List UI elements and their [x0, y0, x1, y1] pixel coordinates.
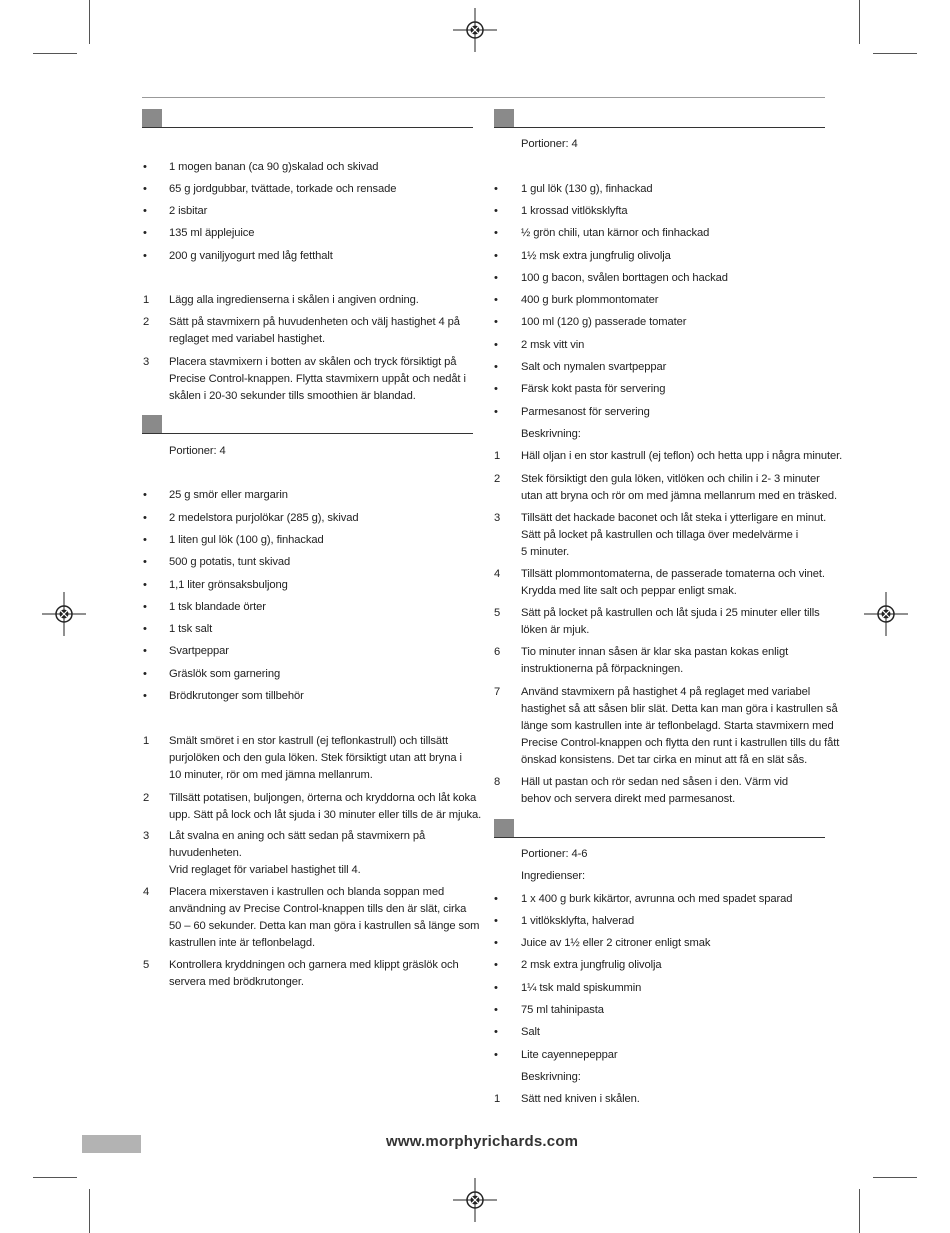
step-text: hastighet så att såsen blir slät. Detta kan man göra i kastrullen så: [521, 703, 838, 715]
bullet-icon: •: [494, 1004, 498, 1016]
section-marker-hummus: [494, 819, 514, 837]
step-text: 5 minuter.: [521, 546, 570, 558]
ingredients-label: Ingredienser:: [521, 870, 586, 882]
ingredient-item: 75 ml tahinipasta: [521, 1004, 604, 1016]
step-number: 5: [494, 607, 501, 619]
step-text: Sätt på locket på kastrullen och tillaga över medelvärme i: [521, 529, 799, 541]
step-number: 1: [143, 294, 150, 306]
step-text: servera med brödkrutonger.: [169, 976, 304, 988]
bullet-icon: •: [143, 512, 147, 524]
ingredient-item: 2 msk vitt vin: [521, 339, 585, 351]
crop-mark: [89, 0, 90, 44]
bullet-icon: •: [494, 250, 498, 262]
ingredient-item: Salt: [521, 1026, 540, 1038]
ingredient-item: 1,1 liter grönsaksbuljong: [169, 579, 288, 591]
step-text: reglaget med variabel hastighet.: [169, 333, 326, 345]
step-number: 1: [494, 450, 501, 462]
step-number: 2: [494, 473, 501, 485]
step-number: 2: [143, 316, 150, 328]
bullet-icon: •: [494, 1049, 498, 1061]
step-text: Använd stavmixern på hastighet 4 på reglaget med variabel: [521, 686, 811, 698]
step-text: Låt svalna en aning och sätt sedan på stavmixern på: [169, 830, 426, 842]
step-number: 3: [143, 830, 150, 842]
step-text: Vrid reglaget för variabel hastighet till 4.: [169, 864, 361, 876]
bullet-icon: •: [494, 982, 498, 994]
ingredient-item: Parmesanost för servering: [521, 406, 650, 418]
step-number: 2: [143, 792, 150, 804]
crop-mark: [859, 0, 860, 44]
step-number: 3: [143, 356, 150, 368]
step-number: 5: [143, 959, 150, 971]
ingredient-item: Lite cayennepeppar: [521, 1049, 618, 1061]
step-text: Precise Control-knappen. Flytta stavmixern uppåt och nedåt i: [169, 373, 466, 385]
bullet-icon: •: [143, 579, 147, 591]
step-text: Sätt på stavmixern på huvudenheten och välj hastighet 4 på: [169, 316, 460, 328]
step-text: Smält smöret i en stor kastrull (ej teflonkastrull) och tillsätt: [169, 735, 448, 747]
step-text: 10 minuter, rör om med jämna mellanrum.: [169, 769, 373, 781]
step-text: Sätt ned kniven i skålen.: [521, 1093, 640, 1105]
portions: Portioner: 4: [521, 138, 578, 150]
ingredient-item: 25 g smör eller margarin: [169, 489, 288, 501]
bullet-icon: •: [494, 316, 498, 328]
step-number: 4: [494, 568, 501, 580]
ingredient-item: 2 isbitar: [169, 205, 208, 217]
step-text: Sätt på locket på kastrullen och låt sjuda i 25 minuter eller tills: [521, 607, 820, 619]
step-text: användning av Precise Control-knappen tills den är slät, cirka: [169, 903, 467, 915]
ingredient-item: 100 ml (120 g) passerade tomater: [521, 316, 687, 328]
crop-mark: [89, 1189, 90, 1233]
step-text: Placera stavmixern i botten av skålen och tryck försiktigt på: [169, 356, 457, 368]
bullet-icon: •: [494, 272, 498, 284]
page-number-box: [82, 1135, 141, 1153]
bullet-icon: •: [494, 339, 498, 351]
step-text: Krydda med lite salt och peppar enligt smak.: [521, 585, 737, 597]
crop-mark: [873, 1177, 917, 1178]
ingredient-item: 1 tsk blandade örter: [169, 601, 266, 613]
ingredient-item: 100 g bacon, svålen borttagen och hackad: [521, 272, 728, 284]
ingredient-item: 2 msk extra jungfrulig olivolja: [521, 959, 662, 971]
bullet-icon: •: [494, 915, 498, 927]
step-text: upp. Sätt på lock och låt sjuda i 30 minuter eller tills de är mjuka.: [169, 809, 482, 821]
step-text: Tillsätt det hackade baconet och låt steka i ytterligare en minut.: [521, 512, 827, 524]
step-text: Tio minuter innan såsen är klar ska pastan kokas enligt: [521, 646, 789, 658]
ingredient-item: 1 tsk salt: [169, 623, 213, 635]
bullet-icon: •: [494, 361, 498, 373]
step-number: 1: [494, 1093, 501, 1105]
ingredient-item: 65 g jordgubbar, tvättade, torkade och rensade: [169, 183, 397, 195]
step-text: purjolöken och den gula löken. Stek försiktigt utan att bryna i: [169, 752, 462, 764]
section-marker-smoothie: [142, 109, 162, 127]
step-text: instruktionerna på förpackningen.: [521, 663, 684, 675]
bullet-icon: •: [143, 534, 147, 546]
bullet-icon: •: [143, 668, 147, 680]
bullet-icon: •: [143, 161, 147, 173]
crop-mark: [859, 1189, 860, 1233]
crop-mark: [33, 1177, 77, 1178]
bullet-icon: •: [143, 183, 147, 195]
bullet-icon: •: [494, 893, 498, 905]
section-marker-pasta: [494, 109, 514, 127]
step-text: löken är mjuk.: [521, 624, 590, 636]
section-marker-soup: [142, 415, 162, 433]
ingredient-item: Färsk kokt pasta för servering: [521, 383, 666, 395]
section-rule-hummus: [494, 837, 825, 838]
crop-mark: [873, 53, 917, 54]
ingredient-item: 1½ msk extra jungfrulig olivolja: [521, 250, 671, 262]
step-text: utan att bryna och rör om med jämna mellanrum med en träsked.: [521, 490, 838, 502]
registration-mark-icon: [864, 592, 908, 636]
portions: Portioner: 4: [169, 445, 226, 457]
description-label: Beskrivning:: [521, 428, 581, 440]
step-text: Tillsätt potatisen, buljongen, örterna och kryddorna och låt koka: [169, 792, 477, 804]
bullet-icon: •: [143, 556, 147, 568]
ingredient-item: 1 x 400 g burk kikärtor, avrunna och med spadet sparad: [521, 893, 793, 905]
step-number: 1: [143, 735, 150, 747]
ingredient-item: 1 liten gul lök (100 g), finhackad: [169, 534, 324, 546]
step-number: 7: [494, 686, 501, 698]
top-rule: [142, 97, 825, 98]
ingredient-item: 1 gul lök (130 g), finhackad: [521, 183, 653, 195]
bullet-icon: •: [143, 205, 147, 217]
ingredient-item: Juice av 1½ eller 2 citroner enligt smak: [521, 937, 711, 949]
step-number: 4: [143, 886, 150, 898]
step-text: önskad konsistens. Det tar cirka en minut att få en slät sås.: [521, 754, 808, 766]
step-number: 6: [494, 646, 501, 658]
bullet-icon: •: [143, 601, 147, 613]
step-text: Häll ut pastan och rör sedan ned såsen i den. Värm vid: [521, 776, 788, 788]
bullet-icon: •: [494, 205, 498, 217]
step-text: Lägg alla ingredienserna i skålen i angiven ordning.: [169, 294, 419, 306]
step-text: Placera mixerstaven i kastrullen och blanda soppan med: [169, 886, 445, 898]
registration-mark-icon: [453, 1178, 497, 1222]
step-text: kastrullen inte är teflonbelagd.: [169, 937, 316, 949]
ingredient-item: Brödkrutonger som tillbehör: [169, 690, 304, 702]
ingredient-item: Svartpeppar: [169, 645, 229, 657]
ingredient-item: 1 krossad vitlöksklyfta: [521, 205, 628, 217]
bullet-icon: •: [494, 406, 498, 418]
step-text: länge som kastrullen inte är teflonbelagd. Starta stavmixern med: [521, 720, 834, 732]
ingredient-item: 1 mogen banan (ca 90 g)skalad och skivad: [169, 161, 379, 173]
description-label: Beskrivning:: [521, 1071, 581, 1083]
bullet-icon: •: [494, 959, 498, 971]
section-rule-pasta: [494, 127, 825, 128]
step-text: skålen i 20-30 sekunder tills smoothien är blandad.: [169, 390, 416, 402]
ingredient-item: 2 medelstora purjolökar (285 g), skivad: [169, 512, 359, 524]
section-rule-soup: [142, 433, 473, 434]
footer-url: www.morphyrichards.com: [386, 1133, 579, 1150]
crop-mark: [33, 53, 77, 54]
step-text: Precise Control-knappen och flytta den runt i kastrullen tills du fått: [521, 737, 840, 749]
ingredient-item: 200 g vaniljyogurt med låg fetthalt: [169, 250, 333, 262]
ingredient-item: 135 ml äpplejuice: [169, 227, 255, 239]
ingredient-item: ½ grön chili, utan kärnor och finhackad: [521, 227, 710, 239]
registration-mark-icon: [42, 592, 86, 636]
step-text: behov och servera direkt med parmesanost.: [521, 793, 736, 805]
step-text: Stek försiktigt den gula löken, vitlöken och chilin i 2- 3 minuter: [521, 473, 820, 485]
bullet-icon: •: [143, 227, 147, 239]
portions: Portioner: 4-6: [521, 848, 588, 860]
bullet-icon: •: [494, 294, 498, 306]
ingredient-item: Gräslök som garnering: [169, 668, 281, 680]
ingredient-item: 1¼ tsk mald spiskummin: [521, 982, 642, 994]
bullet-icon: •: [494, 183, 498, 195]
bullet-icon: •: [143, 489, 147, 501]
bullet-icon: •: [143, 250, 147, 262]
step-text: Kontrollera kryddningen och garnera med klippt gräslök och: [169, 959, 459, 971]
ingredient-item: 1 vitlöksklyfta, halverad: [521, 915, 635, 927]
bullet-icon: •: [494, 1026, 498, 1038]
bullet-icon: •: [494, 227, 498, 239]
registration-mark-icon: [453, 8, 497, 52]
step-number: 8: [494, 776, 501, 788]
bullet-icon: •: [143, 623, 147, 635]
step-number: 3: [494, 512, 501, 524]
bullet-icon: •: [143, 645, 147, 657]
bullet-icon: •: [494, 383, 498, 395]
step-text: 50 – 60 sekunder. Detta kan man göra i kastrullen så länge som: [169, 920, 480, 932]
step-text: huvudenheten.: [169, 847, 242, 859]
ingredient-item: Salt och nymalen svartpeppar: [521, 361, 667, 373]
ingredient-item: 400 g burk plommontomater: [521, 294, 659, 306]
step-text: Tillsätt plommontomaterna, de passerade tomaterna och vinet.: [521, 568, 825, 580]
bullet-icon: •: [143, 690, 147, 702]
section-rule-smoothie: [142, 127, 473, 128]
bullet-icon: •: [494, 937, 498, 949]
step-text: Häll oljan i en stor kastrull (ej teflon) och hetta upp i några minuter.: [521, 450, 843, 462]
ingredient-item: 500 g potatis, tunt skivad: [169, 556, 291, 568]
